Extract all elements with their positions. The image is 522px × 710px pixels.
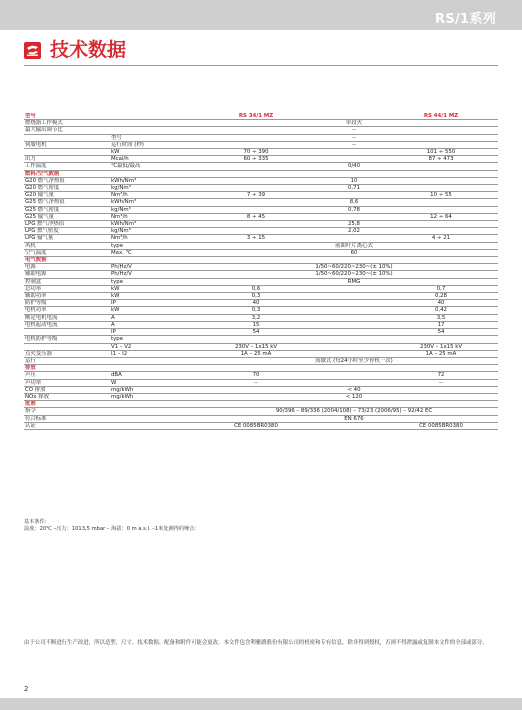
row-unit: Ph/Hz/V bbox=[110, 271, 210, 278]
table-row bbox=[24, 134, 498, 141]
title-divider bbox=[24, 65, 498, 66]
row-gap bbox=[302, 350, 384, 357]
series-title: RS/1系列 bbox=[435, 12, 496, 27]
row-value-shared: RMG bbox=[210, 278, 498, 285]
row-value-model-2: 87 ÷ 473 bbox=[384, 156, 498, 163]
row-value-model-1: 60 ÷ 335 bbox=[210, 156, 302, 163]
row-label: G20 输气量 bbox=[24, 192, 110, 199]
table-row bbox=[24, 271, 498, 278]
row-label: 电机防护等级 bbox=[24, 336, 110, 343]
row-value-model-2: 40 bbox=[384, 300, 498, 307]
row-label: G20 燃气密度 bbox=[24, 185, 110, 192]
row-value-model-2: 72 bbox=[384, 372, 498, 379]
row-value-shared: 0/40 bbox=[210, 163, 498, 170]
row-gap bbox=[302, 156, 384, 163]
table-row bbox=[24, 386, 498, 393]
row-unit: kg/Nm³ bbox=[110, 206, 210, 213]
header-cell-model-1: RS 34/1 MZ bbox=[210, 113, 302, 120]
row-label bbox=[24, 329, 110, 336]
row-unit: IP bbox=[110, 300, 210, 307]
row-unit: Nm³/h bbox=[110, 213, 210, 220]
table-row bbox=[24, 293, 498, 300]
section-heading: 燃料/空气数据 bbox=[24, 170, 498, 177]
table-header-row bbox=[24, 113, 498, 120]
table-row bbox=[24, 199, 498, 206]
table-row bbox=[24, 393, 498, 400]
row-value-shared: 90/396 – 89/336 (2004/108) – 73/23 (2006/95) – 92/42 EC bbox=[210, 408, 498, 415]
section-heading-row bbox=[24, 170, 498, 177]
row-label: 声功率 bbox=[24, 379, 110, 386]
row-label: 辅助功率 bbox=[24, 293, 110, 300]
table-row bbox=[24, 372, 498, 379]
row-label bbox=[24, 343, 110, 350]
table-row bbox=[24, 422, 498, 429]
row-unit: kg/Nm³ bbox=[110, 228, 210, 235]
row-value-shared: 10 bbox=[210, 177, 498, 184]
table-row bbox=[24, 228, 498, 235]
row-label: LPG 输气量 bbox=[24, 235, 110, 242]
section-heading-row bbox=[24, 365, 498, 372]
row-unit: W bbox=[110, 379, 210, 386]
row-value-shared: 25,8 bbox=[210, 221, 498, 228]
row-unit: Max. ℃ bbox=[110, 249, 210, 256]
footer-bar bbox=[0, 698, 522, 710]
row-gap bbox=[302, 329, 384, 336]
row-value-shared: 60 bbox=[210, 249, 498, 256]
row-value-model-2: -- bbox=[384, 379, 498, 386]
row-value-shared: -- bbox=[210, 134, 498, 141]
row-unit: kW bbox=[110, 293, 210, 300]
table-row bbox=[24, 357, 498, 364]
row-unit: kg/Nm³ bbox=[110, 185, 210, 192]
notes-conditions: 温度：20℃ –压力：1013,5 mbar – 海拔：0 m a.s.l. –1米处测得的噪音： bbox=[24, 526, 200, 532]
row-gap bbox=[302, 300, 384, 307]
row-value-model-2: 12 ÷ 64 bbox=[384, 213, 498, 220]
table-row bbox=[24, 408, 498, 415]
row-value-shared: 2,02 bbox=[210, 228, 498, 235]
row-unit: type bbox=[110, 278, 210, 285]
table-row bbox=[24, 163, 498, 170]
table-row bbox=[24, 120, 498, 127]
row-value-model-1: 0,3 bbox=[210, 307, 302, 314]
table-row bbox=[24, 235, 498, 242]
row-unit bbox=[110, 408, 210, 415]
row-label: 空气温度 bbox=[24, 249, 110, 256]
row-value-model-2: 3,5 bbox=[384, 314, 498, 321]
table-row bbox=[24, 379, 498, 386]
row-value-model-1: 0,3 bbox=[210, 293, 302, 300]
row-value-model-2: 0,7 bbox=[384, 285, 498, 292]
header-cell-model-2: RS 44/1 MZ bbox=[384, 113, 498, 120]
row-label: 运行 bbox=[24, 357, 110, 364]
row-unit: mg/kWh bbox=[110, 386, 210, 393]
row-label: 最大输出调节比 bbox=[24, 127, 110, 134]
row-label bbox=[24, 134, 110, 141]
row-unit: kW bbox=[110, 307, 210, 314]
notes-block bbox=[24, 519, 498, 533]
page-title: 技术数据 bbox=[50, 39, 127, 61]
row-unit: kWh/Nm³ bbox=[110, 221, 210, 228]
table-row bbox=[24, 336, 498, 343]
row-value-shared: < 40 bbox=[210, 386, 498, 393]
section-heading-row bbox=[24, 257, 498, 264]
row-value-model-1: 70 bbox=[210, 372, 302, 379]
section-heading: 电气数据 bbox=[24, 257, 498, 264]
table-row bbox=[24, 415, 498, 422]
header-cell-gap bbox=[302, 113, 384, 120]
table-row bbox=[24, 149, 498, 156]
row-gap bbox=[302, 235, 384, 242]
row-gap bbox=[302, 285, 384, 292]
row-unit: Nm³/h bbox=[110, 235, 210, 242]
row-value-model-1: 15 bbox=[210, 321, 302, 328]
row-gap bbox=[302, 192, 384, 199]
table-row bbox=[24, 278, 498, 285]
row-gap bbox=[302, 379, 384, 386]
row-value-model-1: 3,2 bbox=[210, 314, 302, 321]
table-row bbox=[24, 206, 498, 213]
row-label: 点火变压器 bbox=[24, 350, 110, 357]
row-value-model-2: 4 ÷ 21 bbox=[384, 235, 498, 242]
brand-logo-icon bbox=[24, 42, 41, 59]
row-unit: I1 – I2 bbox=[110, 350, 210, 357]
table-row bbox=[24, 307, 498, 314]
row-value-model-1: 0,6 bbox=[210, 285, 302, 292]
section-heading: 批准 bbox=[24, 401, 498, 408]
section-heading: 排放 bbox=[24, 365, 498, 372]
table-row bbox=[24, 343, 498, 350]
table-row bbox=[24, 127, 498, 134]
row-unit: 型号 bbox=[110, 134, 210, 141]
row-value-shared: EN 676 bbox=[210, 415, 498, 422]
row-unit: ℃最低/最高 bbox=[110, 163, 210, 170]
table-row bbox=[24, 221, 498, 228]
row-gap bbox=[302, 321, 384, 328]
table-row bbox=[24, 141, 498, 148]
row-unit: dBA bbox=[110, 372, 210, 379]
row-value-shared: 0,78 bbox=[210, 206, 498, 213]
row-unit: kW bbox=[110, 285, 210, 292]
table-row bbox=[24, 350, 498, 357]
row-value-model-2 bbox=[384, 336, 498, 343]
row-label: 出力 bbox=[24, 156, 110, 163]
row-gap bbox=[302, 343, 384, 350]
row-gap bbox=[302, 307, 384, 314]
row-value-model-2: CE 0085BR0380 bbox=[384, 422, 498, 429]
row-label: 总功率 bbox=[24, 285, 110, 292]
row-label: 指令 bbox=[24, 408, 110, 415]
row-unit: Mcal/h bbox=[110, 156, 210, 163]
header-cell-label: 型号 bbox=[24, 113, 110, 120]
row-gap bbox=[302, 293, 384, 300]
row-unit: kWh/Nm³ bbox=[110, 177, 210, 184]
row-gap bbox=[302, 422, 384, 429]
row-label: 风机 bbox=[24, 242, 110, 249]
row-unit bbox=[110, 357, 210, 364]
row-value-model-1: 8 ÷ 45 bbox=[210, 213, 302, 220]
row-value-model-2: 54 bbox=[384, 329, 498, 336]
table-row bbox=[24, 192, 498, 199]
row-value-model-2: 0,28 bbox=[384, 293, 498, 300]
row-unit: A bbox=[110, 321, 210, 328]
row-value-model-1: 3 ÷ 15 bbox=[210, 235, 302, 242]
row-value-model-1: 70 ÷ 390 bbox=[210, 149, 302, 156]
row-label: LPG 燃气密度 bbox=[24, 228, 110, 235]
header-bar bbox=[0, 0, 522, 30]
disclaimer-text: 由于公司不断进行生产改进，所以造型、尺寸、技术数据、配备和附件可能会更改。本文件包含利雅路股份有限公司的机密和专有信息，除非得到授权，否则不得泄露或复制本文件的全部或部分。 bbox=[24, 640, 488, 646]
row-unit: type bbox=[110, 242, 210, 249]
row-unit: Ph/Hz/V bbox=[110, 264, 210, 271]
row-value-shared: 1/50~60/220~230~(± 10%) bbox=[210, 264, 498, 271]
row-value-shared: 前曲叶片离心式 bbox=[210, 242, 498, 249]
row-unit: Nm³/h bbox=[110, 192, 210, 199]
row-gap bbox=[302, 372, 384, 379]
page-number: 2 bbox=[24, 685, 29, 693]
row-gap bbox=[302, 336, 384, 343]
row-value-shared: -- bbox=[210, 141, 498, 148]
row-value-model-1: 40 bbox=[210, 300, 302, 307]
row-value-shared: 8,6 bbox=[210, 199, 498, 206]
row-value-model-1: 230V – 1x15 kV bbox=[210, 343, 302, 350]
row-value-model-1: 54 bbox=[210, 329, 302, 336]
row-label: 电机功率 bbox=[24, 307, 110, 314]
row-label: 防护等级 bbox=[24, 300, 110, 307]
header-cell-unit bbox=[110, 113, 210, 120]
row-value-shared: 单段火 bbox=[210, 120, 498, 127]
row-label: 燃烧器工作模式 bbox=[24, 120, 110, 127]
table-row bbox=[24, 177, 498, 184]
row-value-model-1: CE 0085BR0380 bbox=[210, 422, 302, 429]
table-row bbox=[24, 314, 498, 321]
row-label: 伺服电机 bbox=[24, 141, 110, 148]
row-gap bbox=[302, 314, 384, 321]
notes-heading: 基本条件: bbox=[24, 519, 47, 525]
row-value-model-2: 10 ÷ 55 bbox=[384, 192, 498, 199]
table-row bbox=[24, 329, 498, 336]
row-unit: kWh/Nm³ bbox=[110, 199, 210, 206]
row-unit: IP bbox=[110, 329, 210, 336]
row-value-shared: 0,71 bbox=[210, 185, 498, 192]
row-label: 认证 bbox=[24, 422, 110, 429]
row-unit: kW bbox=[110, 149, 210, 156]
row-value-model-2: 101 ÷ 550 bbox=[384, 149, 498, 156]
row-value-model-2: 1A – 25 mA bbox=[384, 350, 498, 357]
row-unit bbox=[110, 422, 210, 429]
table-row bbox=[24, 264, 498, 271]
row-label: NOx 排放 bbox=[24, 393, 110, 400]
row-unit: 运行时间 (秒) bbox=[110, 141, 210, 148]
row-label: G25 燃气密度 bbox=[24, 206, 110, 213]
row-value-model-2: 17 bbox=[384, 321, 498, 328]
row-unit: A bbox=[110, 314, 210, 321]
row-label: 电机起动电流 bbox=[24, 321, 110, 328]
row-label: CO 排放 bbox=[24, 386, 110, 393]
row-value-shared: < 120 bbox=[210, 393, 498, 400]
table-row bbox=[24, 285, 498, 292]
row-unit bbox=[110, 120, 210, 127]
table-row bbox=[24, 321, 498, 328]
row-label: 符合标准 bbox=[24, 415, 110, 422]
table-row bbox=[24, 242, 498, 249]
row-unit bbox=[110, 415, 210, 422]
row-gap bbox=[302, 149, 384, 156]
row-unit: type bbox=[110, 336, 210, 343]
row-label: 额定电机电流 bbox=[24, 314, 110, 321]
table-row bbox=[24, 156, 498, 163]
row-label: 控制盒 bbox=[24, 278, 110, 285]
row-gap bbox=[302, 213, 384, 220]
row-value-shared: 间歇式 (每24小时至少停机一次) bbox=[210, 357, 498, 364]
row-label: 辅助电源 bbox=[24, 271, 110, 278]
row-label: 电源 bbox=[24, 264, 110, 271]
row-value-model-2: 0,42 bbox=[384, 307, 498, 314]
spec-table bbox=[24, 113, 498, 430]
row-label bbox=[24, 149, 110, 156]
row-value-shared: -- bbox=[210, 127, 498, 134]
table-row bbox=[24, 185, 498, 192]
row-unit bbox=[110, 127, 210, 134]
row-value-model-1 bbox=[210, 336, 302, 343]
row-value-shared: 1/50~60/220~230~(± 10%) bbox=[210, 271, 498, 278]
row-unit: V1 – V2 bbox=[110, 343, 210, 350]
table-row bbox=[24, 300, 498, 307]
row-value-model-1: 1A – 25 mA bbox=[210, 350, 302, 357]
row-label: G25 燃气净热值 bbox=[24, 199, 110, 206]
section-heading-row bbox=[24, 401, 498, 408]
row-unit: mg/kWh bbox=[110, 393, 210, 400]
row-label: G20 燃气净热值 bbox=[24, 177, 110, 184]
row-value-model-1: -- bbox=[210, 379, 302, 386]
row-label: G25 输气量 bbox=[24, 213, 110, 220]
row-value-model-1: 7 ÷ 39 bbox=[210, 192, 302, 199]
row-label: 工作温度 bbox=[24, 163, 110, 170]
table-row bbox=[24, 213, 498, 220]
table-row bbox=[24, 249, 498, 256]
row-value-model-2: 230V – 1x15 kV bbox=[384, 343, 498, 350]
row-label: LPG 燃气净热值 bbox=[24, 221, 110, 228]
row-label: 声压 bbox=[24, 372, 110, 379]
